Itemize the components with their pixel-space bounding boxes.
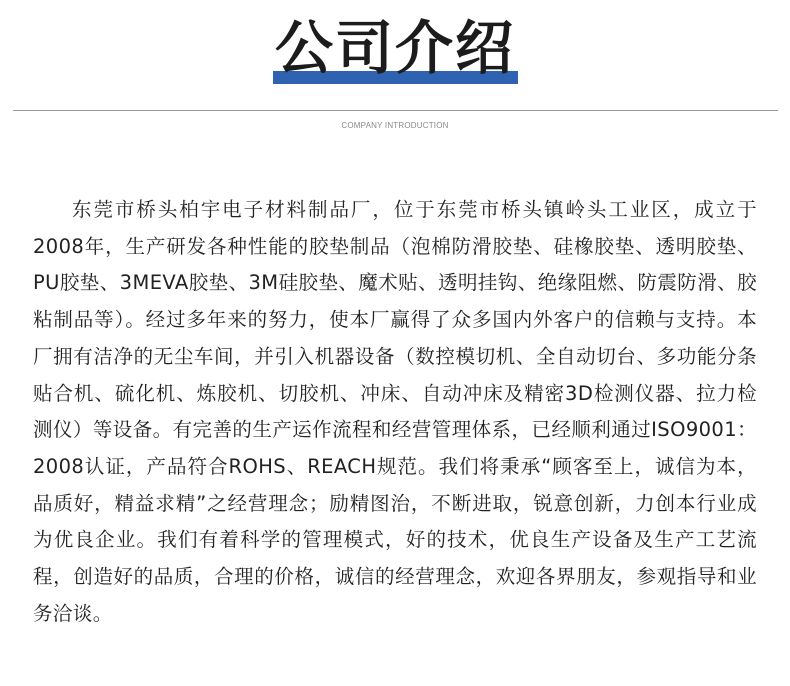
page-subtitle: COMPANY INTRODUCTION — [341, 121, 449, 130]
company-description: 东莞市桥头柏宇电子材料制品厂，位于东莞市桥头镇岭头工业区，成立于2008年，生产研发各种性能的胶垫制品（泡棉防滑胶垫、硅橡胶垫、透明胶垫、PU胶垫、3MEVA胶垫、3M硅胶垫、魔术贴、透明挂钩、绝缘阻燃、防震防滑、胶粘制品等）。经过多年来的努力，使本厂赢得了众多国内外客户的信赖与支持。本厂拥有洁净的无尘车间，并引入机器设备（数控模切机、全自动切台、多功能分条贴合机、硫化机、炼胶机、切胶机、冲床、自动冲床及精密3D检测仪器、拉力检测仪）等设备。有完善的生产运作流程和经营管理体系，已经顺利通过ISO9001：2008认证，产品符合ROHS、REACH规范。我们将秉承“顾客至上，诚信为本，品质好，精益求精”之经营理念；励精图治，不断进取，锐意创新，力创本行业成为优良企业。我们有着科学的管理模式，好的技术，优良生产设备及生产工艺流程，创造好的品质，合理的价格，诚信的经营理念，欢迎各界朋友，参观指导和业务洽谈。 — [33, 198, 757, 625]
page-title: 公司介绍 — [274, 14, 515, 82]
title-section — [0, 0, 790, 90]
header-divider — [13, 110, 778, 111]
